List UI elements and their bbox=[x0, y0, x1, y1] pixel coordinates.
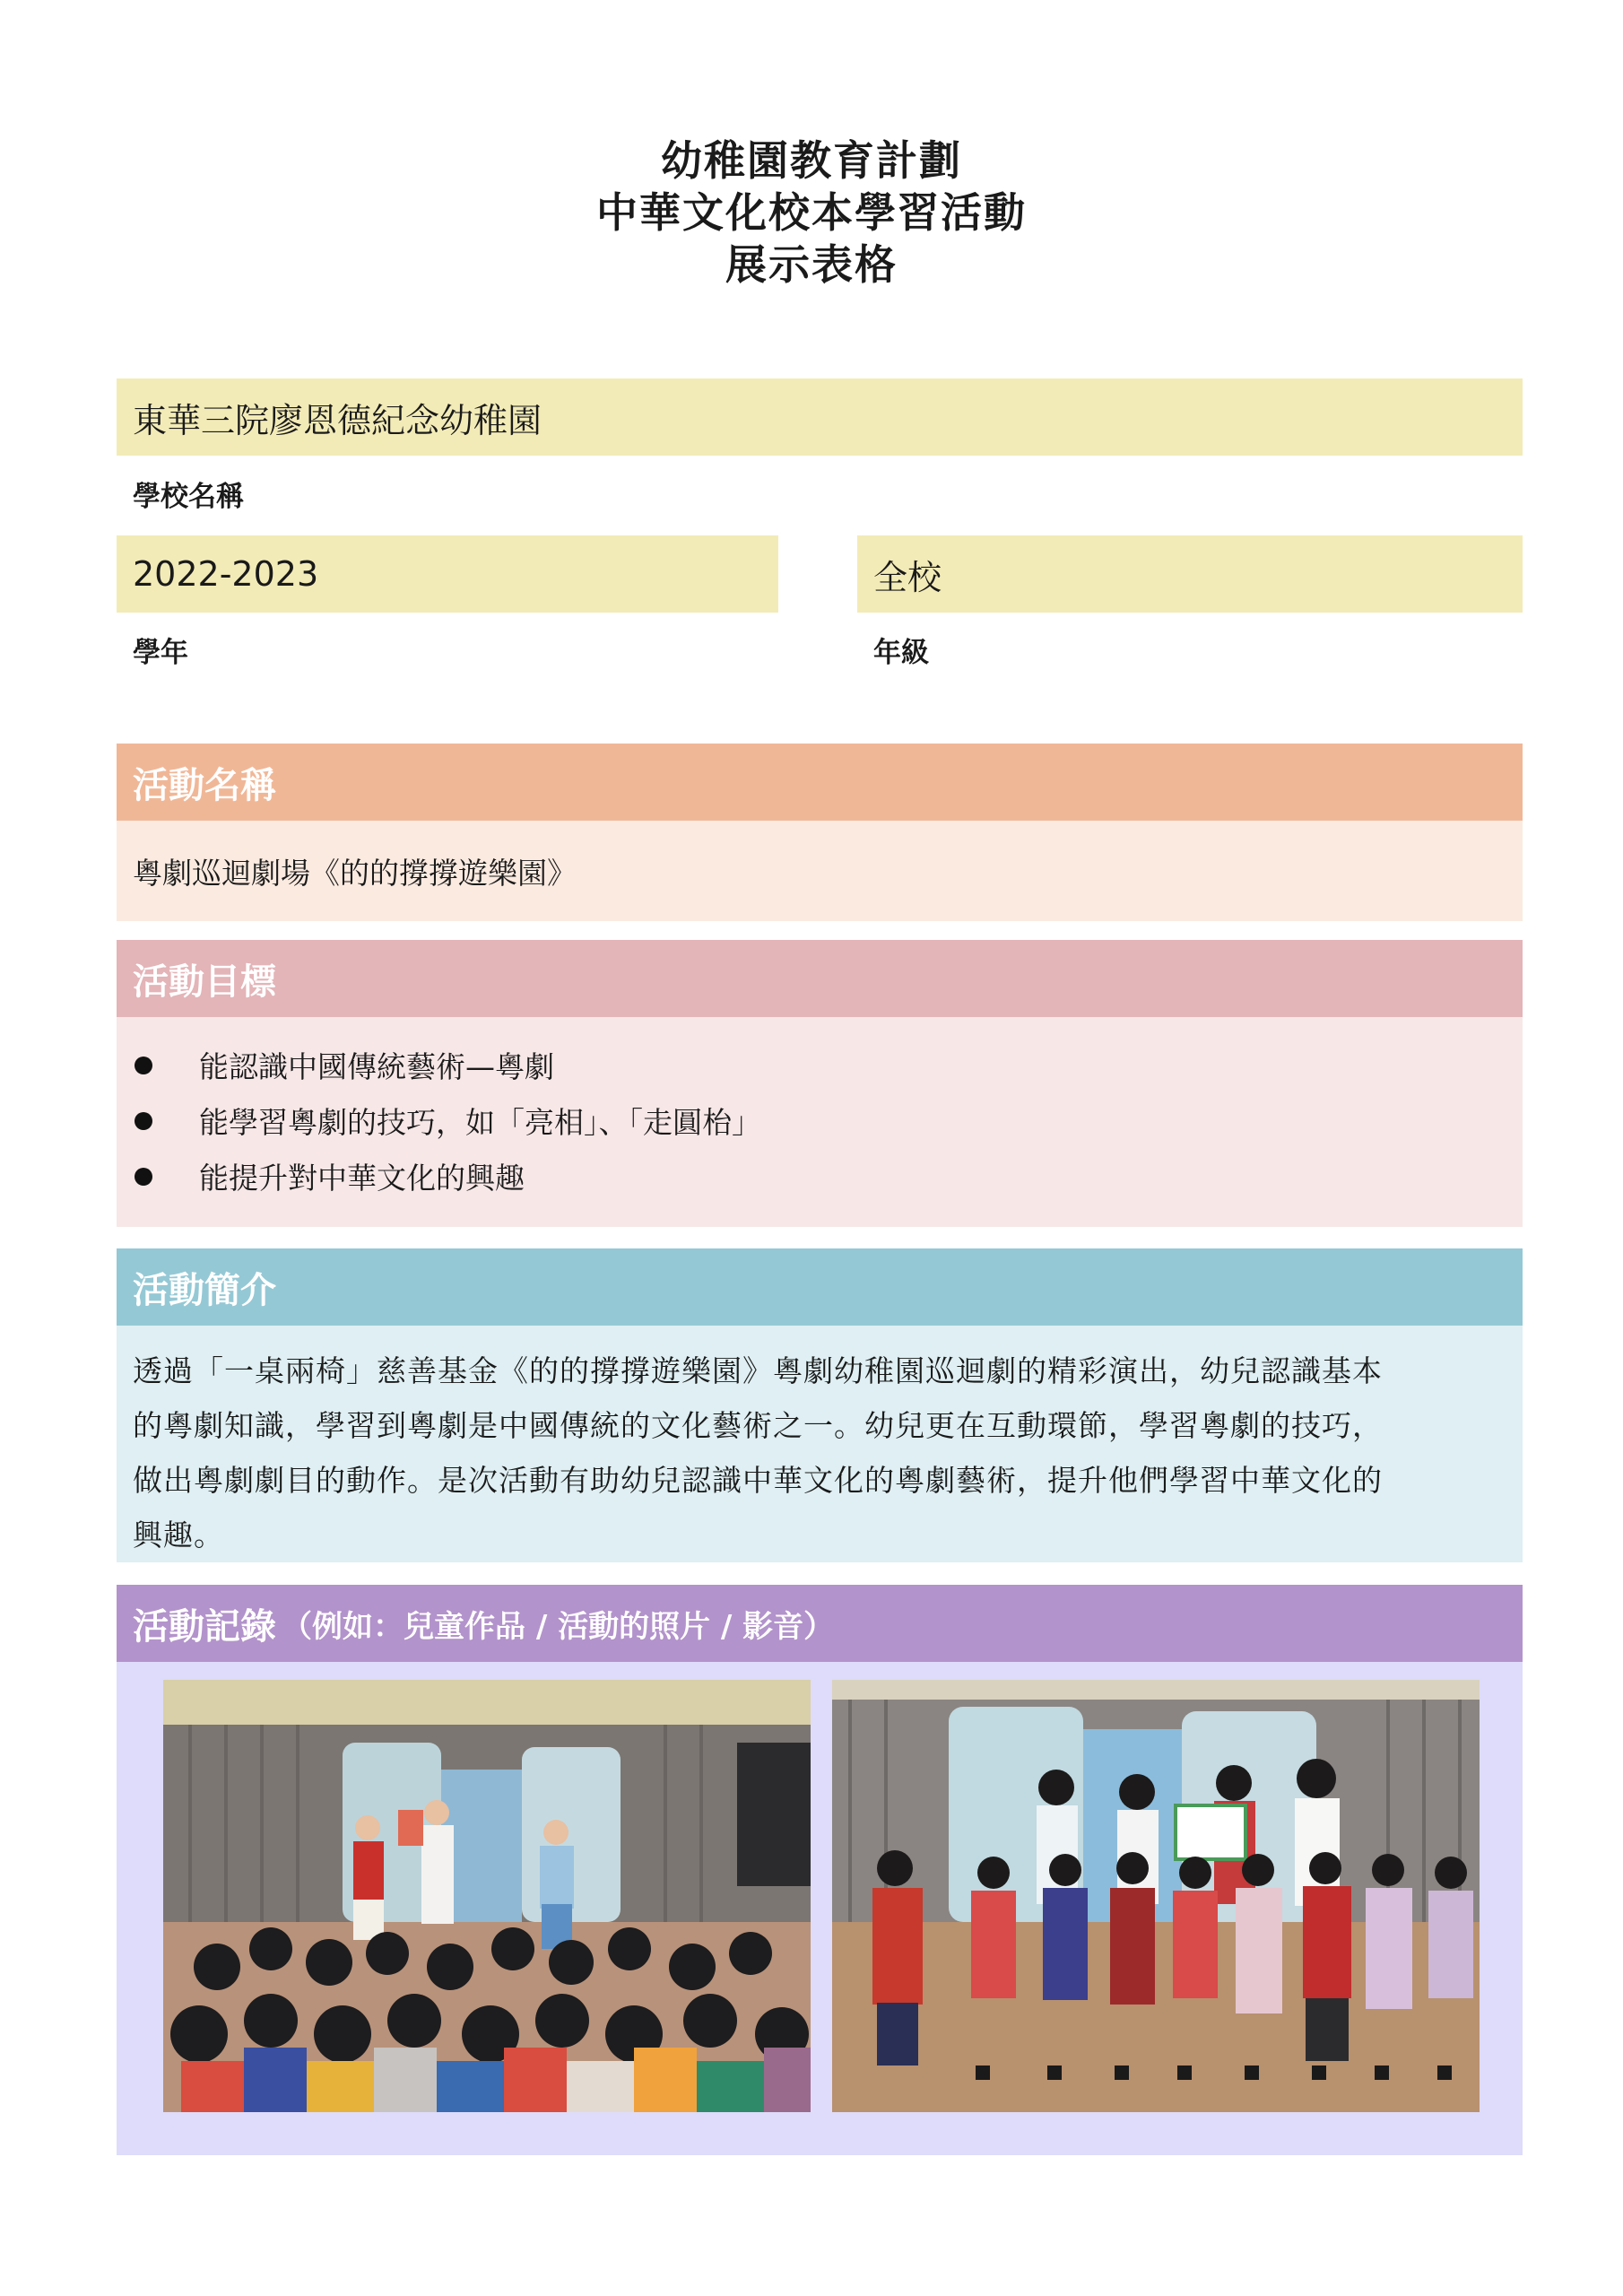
intro-line: 做出粵劇劇目的動作。是次活動有助幼兒認識中華文化的粵劇藝術，提升他們學習中華文化的 bbox=[133, 1463, 1383, 1498]
activity-name-body bbox=[117, 821, 1523, 921]
records-heading: 活動記錄 bbox=[133, 1605, 276, 1648]
intro-heading: 活動簡介 bbox=[133, 1269, 276, 1311]
performance-photo-svg bbox=[163, 1680, 811, 2112]
intro-header bbox=[117, 1248, 1523, 1326]
records-subheading: （例如：兒童作品 / 活動的照片 / 影音） bbox=[282, 1608, 835, 1645]
intro-line: 透過「一桌兩椅」慈善基金《的的撐撐遊樂園》粵劇幼稚園巡迴劇的精彩演出，幼兒認識基本 bbox=[133, 1353, 1383, 1388]
records-header bbox=[117, 1585, 1523, 1662]
objectives-heading: 活動目標 bbox=[133, 961, 276, 1003]
objective-item bbox=[133, 1155, 525, 1197]
page-title bbox=[0, 135, 1623, 291]
school-name-label: 學校名稱 bbox=[133, 481, 244, 513]
objectives-header bbox=[117, 940, 1523, 1017]
group-photo-svg bbox=[832, 1680, 1480, 2112]
bullet-icon bbox=[135, 1112, 152, 1130]
school-name-field[interactable] bbox=[117, 378, 1523, 456]
school-year-value: 2022-2023 bbox=[133, 554, 319, 594]
objective-item bbox=[133, 1044, 554, 1086]
objectives-body bbox=[117, 1017, 1523, 1227]
title-line-3: 展示表格 bbox=[725, 240, 898, 289]
bullet-icon bbox=[135, 1168, 152, 1186]
title-line-2: 中華文化校本學習活動 bbox=[596, 188, 1027, 237]
grade-field[interactable] bbox=[857, 535, 1523, 613]
bullet-icon bbox=[135, 1057, 152, 1074]
grade-label: 年級 bbox=[873, 637, 929, 669]
objective-text: 能認識中國傳統藝術—粵劇 bbox=[199, 1049, 554, 1084]
activity-name-header bbox=[117, 744, 1523, 821]
activity-photo-performance bbox=[163, 1680, 811, 2112]
activity-photo-group bbox=[832, 1680, 1480, 2112]
intro-line: 的粵劇知識，學習到粵劇是中國傳統的文化藝術之一。幼兒更在互動環節，學習粵劇的技巧， bbox=[133, 1408, 1383, 1443]
title-line-1: 幼稚園教育計劃 bbox=[661, 136, 962, 185]
intro-line: 興趣。 bbox=[133, 1518, 224, 1552]
objective-text: 能提升對中華文化的興趣 bbox=[199, 1161, 525, 1196]
objective-item bbox=[133, 1100, 761, 1142]
objective-text: 能學習粵劇的技巧，如「亮相」、「走圓枱」 bbox=[199, 1105, 761, 1140]
activity-name-value: 粵劇巡迴劇場《的的撐撐遊樂園》 bbox=[133, 855, 577, 891]
grade-value: 全校 bbox=[873, 557, 942, 597]
school-year-label: 學年 bbox=[133, 637, 188, 669]
school-year-field[interactable] bbox=[117, 535, 778, 613]
activity-name-heading: 活動名稱 bbox=[133, 764, 276, 806]
intro-body bbox=[117, 1326, 1523, 1562]
school-name-value: 東華三院廖恩德紀念幼稚園 bbox=[133, 400, 542, 440]
